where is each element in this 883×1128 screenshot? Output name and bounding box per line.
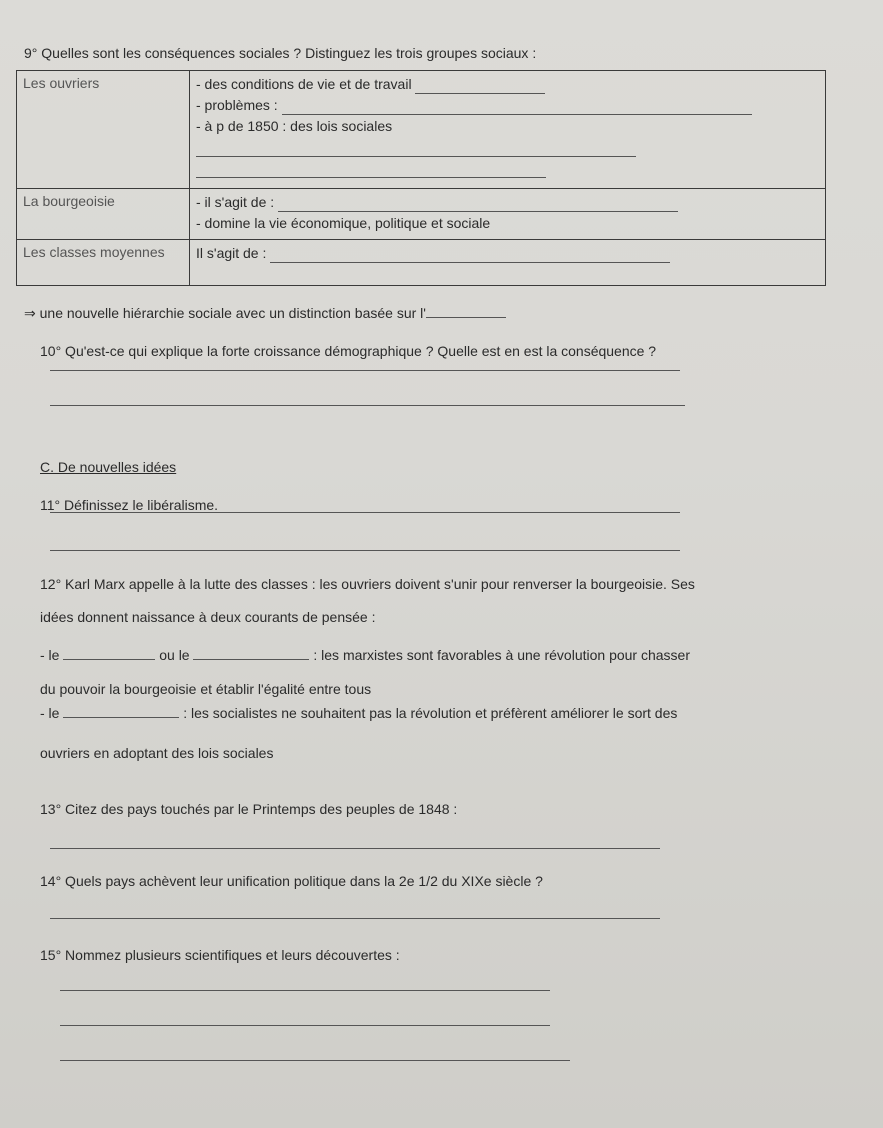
table-row: [17, 240, 826, 286]
table-row-content: [190, 71, 826, 189]
answer-blank[interactable]: [426, 317, 506, 318]
table-row: [17, 189, 826, 240]
cell-text: - problèmes :: [196, 97, 278, 113]
table-row: [17, 71, 826, 189]
question-11-title: 11° Définissez le libéralisme.: [40, 497, 219, 513]
answer-line[interactable]: [50, 550, 680, 551]
question-15-title: 15° Nommez plusieurs scientifiques et leurs découvertes :: [40, 947, 400, 963]
answer-blank[interactable]: [415, 93, 545, 94]
line-text: : les marxistes sont favorables à une révolution pour chasser: [313, 647, 691, 663]
cell-text: Il s'agit de :: [196, 245, 267, 261]
answer-line[interactable]: [50, 848, 660, 849]
section-c-heading: C. De nouvelles idées: [40, 459, 177, 475]
cell-text: - des conditions de vie et de travail: [196, 76, 412, 92]
question-12-line5: [40, 704, 677, 722]
question-10-title: 10° Qu'est-ce qui explique la forte croissance démographique ? Quelle est en est la conséquence ?: [40, 343, 657, 359]
question-12-line1: 12° Karl Marx appelle à la lutte des classes : les ouvriers doivent s'unir pour renverser la bourgeoisie. Ses: [40, 576, 695, 592]
answer-line[interactable]: [50, 405, 685, 406]
answer-line[interactable]: [60, 1025, 550, 1026]
question-9-conclusion: [24, 304, 506, 322]
answer-blank[interactable]: [196, 156, 636, 157]
answer-blank[interactable]: [63, 717, 179, 718]
question-12-line3: [40, 646, 690, 664]
cell-text: - domine la vie économique, politique et sociale: [196, 215, 491, 231]
answer-line[interactable]: [50, 370, 680, 371]
answer-blank[interactable]: [63, 659, 155, 660]
conclusion-text: ⇒ une nouvelle hiérarchie sociale avec un distinction basée sur l': [24, 305, 426, 321]
answer-blank[interactable]: [196, 177, 546, 178]
table-row-label: La bourgeoisie: [17, 189, 190, 240]
social-groups-table: [16, 70, 826, 286]
answer-blank[interactable]: [193, 659, 309, 660]
answer-blank[interactable]: [270, 262, 670, 263]
line-text: - le: [40, 705, 60, 721]
question-9-title: 9° Quelles sont les conséquences sociales ? Distinguez les trois groupes sociaux :: [24, 45, 537, 61]
question-12-line4: du pouvoir la bourgeoisie et établir l'égalité entre tous: [40, 681, 372, 697]
question-14-title: 14° Quels pays achèvent leur unification politique dans la 2e 1/2 du XIXe siècle ?: [40, 873, 543, 889]
answer-line[interactable]: [60, 990, 550, 991]
question-13-title: 13° Citez des pays touchés par le Printemps des peuples de 1848 :: [40, 801, 458, 817]
line-text: ou le: [159, 647, 190, 663]
answer-line[interactable]: [50, 918, 660, 919]
table-row-label: Les ouvriers: [17, 71, 190, 189]
table-row-content: [190, 189, 826, 240]
question-12-line2: idées donnent naissance à deux courants de pensée :: [40, 609, 376, 625]
answer-blank[interactable]: [282, 114, 752, 115]
answer-line[interactable]: [60, 1060, 570, 1061]
line-text: : les socialistes ne souhaitent pas la révolution et préfèrent améliorer le sort des: [183, 705, 678, 721]
cell-text: - à p de 1850 : des lois sociales: [196, 118, 393, 134]
table-row-content: [190, 240, 826, 286]
cell-text: - il s'agit de :: [196, 194, 275, 210]
answer-line[interactable]: [50, 512, 680, 513]
answer-blank[interactable]: [278, 211, 678, 212]
table-row-label: Les classes moyennes: [17, 240, 190, 286]
line-text: - le: [40, 647, 60, 663]
question-12-line6: ouvriers en adoptant des lois sociales: [40, 745, 274, 761]
